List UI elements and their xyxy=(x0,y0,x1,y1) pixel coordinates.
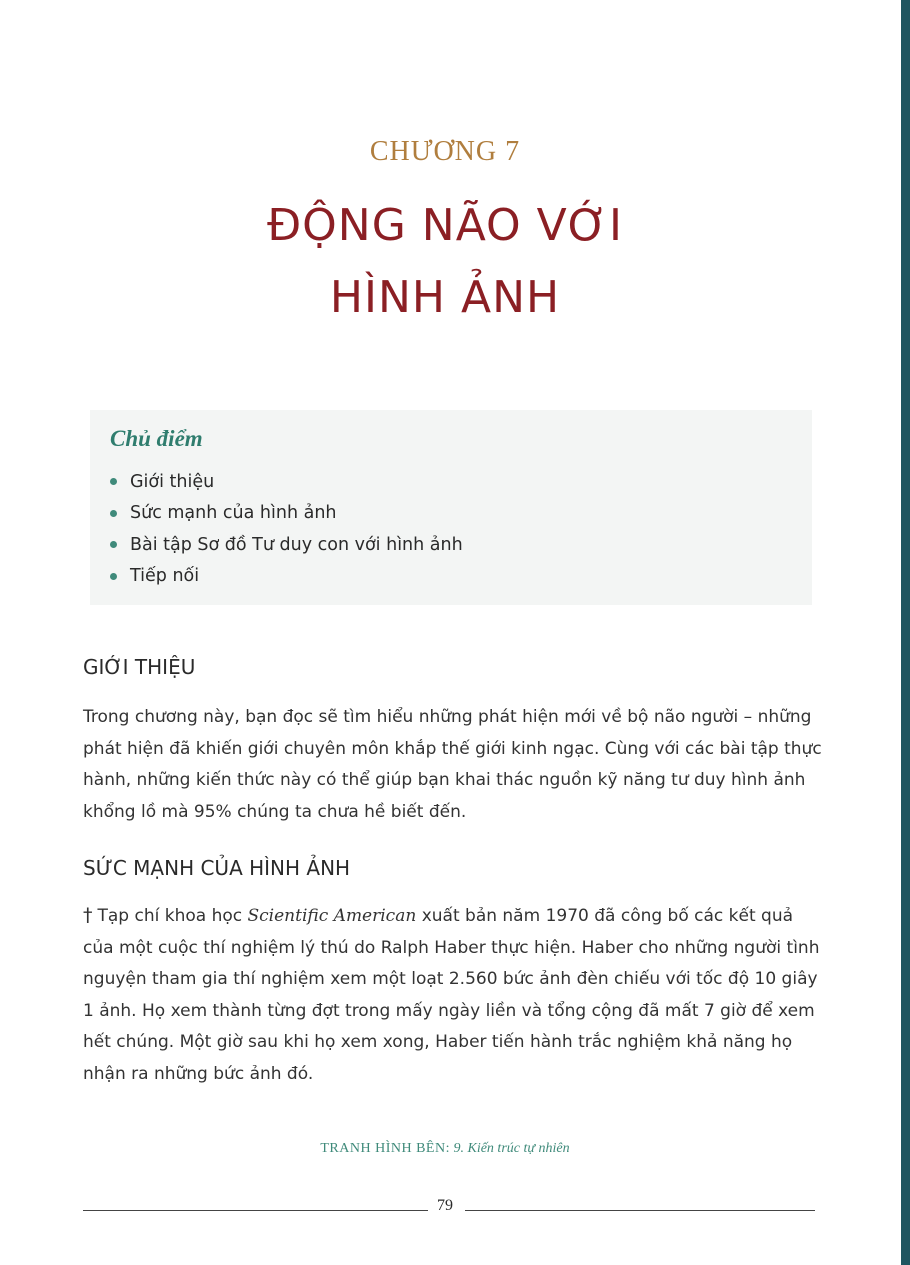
footer-rule-left xyxy=(83,1210,428,1211)
page-edge-strip xyxy=(901,0,910,1265)
section-heading-intro: GIỚI THIỆU xyxy=(83,655,196,679)
list-item: Sức mạnh của hình ảnh xyxy=(110,498,463,530)
footer-rule-right xyxy=(465,1210,815,1211)
bullet-icon xyxy=(110,573,117,580)
topics-list xyxy=(110,466,463,592)
figure-caption xyxy=(0,1141,890,1157)
caption-text: 9. Kiến trúc tự nhiên xyxy=(453,1141,570,1156)
chapter-label: CHƯƠNG 7 xyxy=(369,136,521,167)
bullet-icon xyxy=(110,478,117,485)
paragraph-intro: Trong chương này, bạn đọc sẽ tìm hiểu những phát hiện mới về bộ não người – những phát hiện đã khiến giới chuyên môn khắp thế giới kinh ngạc. Cùng với các bài tập thực hành, những kiến thức này có thể giúp bạn khai thác nguồn kỹ năng tư duy hình ảnh khổng lồ mà 95% chúng ta chưa hề biết đến. xyxy=(83,707,822,822)
paragraph-power-of-images: † Tạp chí khoa học Scientific American xuất bản năm 1970 đã công bố các kết quả của một cuộc thí nghiệm lý thú do Ralph Haber thực hiện. Haber cho những người tình nguyện tham gia thí nghiệm xem một loạt 2.560 bức ảnh đèn chiếu với tốc độ 10 giây 1 ảnh. Họ xem thành từng đợt trong mấy ngày liền và tổng cộng đã mất 7 giờ để xem hết chúng. Một giờ sau khi họ xem xong, Haber tiến hành trắc nghiệm khả năng họ nhận ra những bức ảnh đó. xyxy=(83,904,820,1084)
caption-label: TRANH HÌNH BÊN: xyxy=(320,1141,450,1156)
list-item: Bài tập Sơ đồ Tư duy con với hình ảnh xyxy=(110,529,463,561)
chapter-title xyxy=(0,190,890,334)
section-heading-power-of-images: SỨC MẠNH CỦA HÌNH ẢNH xyxy=(83,856,351,880)
list-item: Tiếp nối xyxy=(110,561,463,593)
bullet-icon xyxy=(110,510,117,517)
topics-heading: Chủ điểm xyxy=(110,426,203,451)
list-item: Giới thiệu xyxy=(110,466,463,498)
publication-name: Scientific American xyxy=(247,906,417,926)
bullet-icon xyxy=(110,541,117,548)
dagger-icon: † xyxy=(83,904,93,926)
chapter-title-line-1: ĐỘNG NÃO VỚI xyxy=(267,200,623,251)
page-number: 79 xyxy=(437,1197,453,1214)
chapter-title-line-2: HÌNH ẢNH xyxy=(329,272,561,323)
